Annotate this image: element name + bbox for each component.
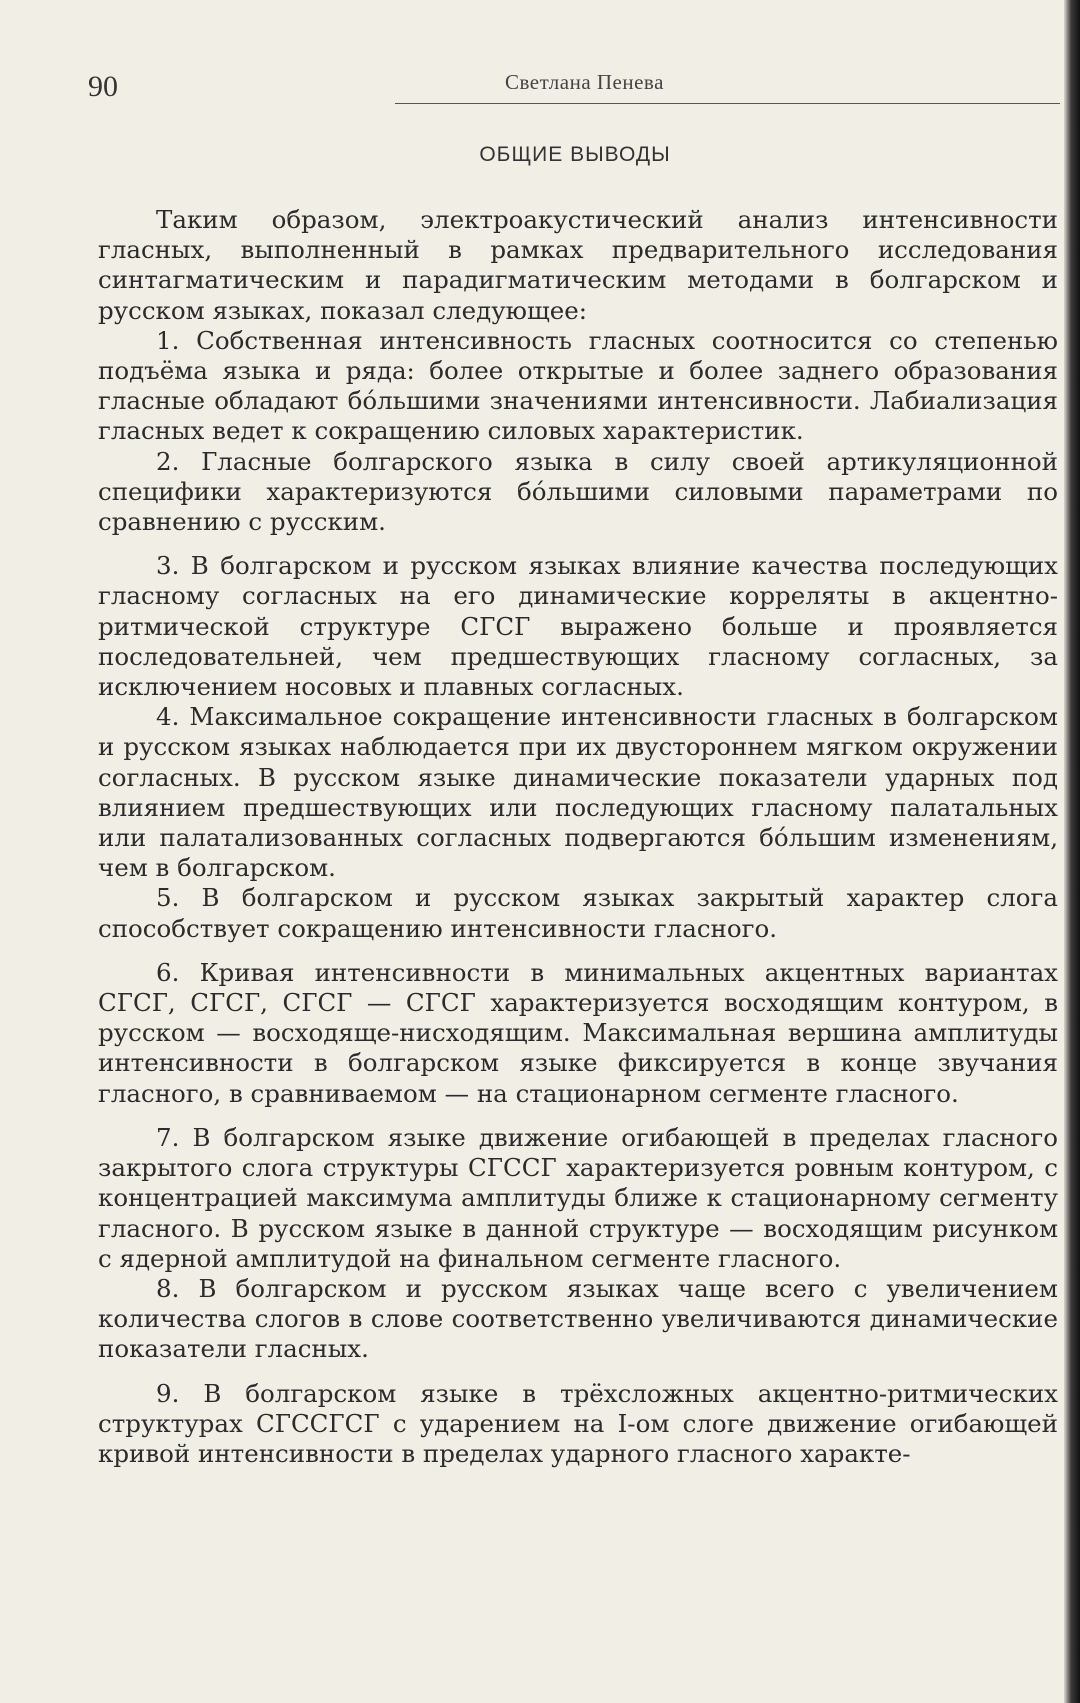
paragraph-conclusion-5: 5. В болгарском и русском языках закрытый характер слога способствует сокращению интенсивности гласного. bbox=[98, 883, 1058, 943]
page-number: 90 bbox=[88, 70, 118, 103]
book-spine-shadow bbox=[1064, 0, 1080, 1703]
paragraph-conclusion-4: 4. Максимальное сокращение интенсивности гласных в болгарском и русском языках наблюдается при их двустороннем мягком окружении согласных. В русском языке динамические показатели ударных под влиянием предшествующих или последующих гласному палатальных или палатализованных согласных подвергаются бóльшим изменениям, чем в болгарском. bbox=[98, 702, 1058, 883]
header-rule bbox=[395, 103, 1060, 104]
paragraph-conclusion-8: 8. В болгарском и русском языках чаще всего с увеличением количества слогов в слове соответственно увеличиваются динамические показатели гласных. bbox=[98, 1273, 1058, 1364]
paragraph-conclusion-3: 3. В болгарском и русском языках влияние качества последующих гласному согласных на его динамические корреляты в акцентно-ритмической структуре СГСГ выражено больше и проявляется последовательней, чем предшествующих гласному согласных, за исключением носовых и плавных согласных. bbox=[98, 551, 1058, 702]
paragraph-conclusion-1: 1. Собственная интенсивность гласных соотносится со степенью подъёма языка и ряда: более открытые и более заднего образования гласные обладают бóльшими значениями интенсивности. Лабиализация гласных ведет к сокращению силовых характеристик. bbox=[98, 325, 1058, 446]
section-title: ОБЩИЕ ВЫВОДЫ bbox=[479, 143, 671, 166]
paragraph-conclusion-9: 9. В болгарском языке в трёхсложных акцентно-ритмических структурах СГССГСГ с ударением на I-ом слоге движение огибающей кривой интенсивности в пределах ударного гласного характе- bbox=[98, 1378, 1058, 1468]
paragraph-intro: Таким образом, электроакустический анализ интенсивности гласных, выполненный в рамках предварительного исследования синтагматическим и парадигматическим методами в болгарском и русском языках, показал следующее: bbox=[98, 205, 1058, 325]
running-head-author: Светлана Пенева bbox=[505, 70, 664, 94]
paragraph-conclusion-2: 2. Гласные болгарского языка в силу своей артикуляционной специфики характеризуются бóльшими силовыми параметрами по сравнению с русским. bbox=[98, 446, 1058, 537]
paragraph-conclusion-6: 6. Кривая интенсивности в минимальных акцентных вариантах СГСГ, СГСГ, СГСГ — СГСГ характеризуется восходящим контуром, в русском — восходяще-нисходящим. Максимальная вершина амплитуды интенсивности в болгарском языке фиксируется в конце звучания гласного, в сравниваемом — на стационарном сегменте гласного. bbox=[98, 957, 1058, 1108]
body-text bbox=[98, 205, 1058, 1469]
paragraph-conclusion-7: 7. В болгарском языке движение огибающей в пределах гласного закрытого слога структуры СГССГ характеризуется ровным контуром, с концентрацией максимума амплитуды ближе к стационарному сегменту гласного. В русском языке в данной структуре — восходящим рисунком с ядерной амплитудой на финальном сегменте гласного. bbox=[98, 1122, 1058, 1273]
